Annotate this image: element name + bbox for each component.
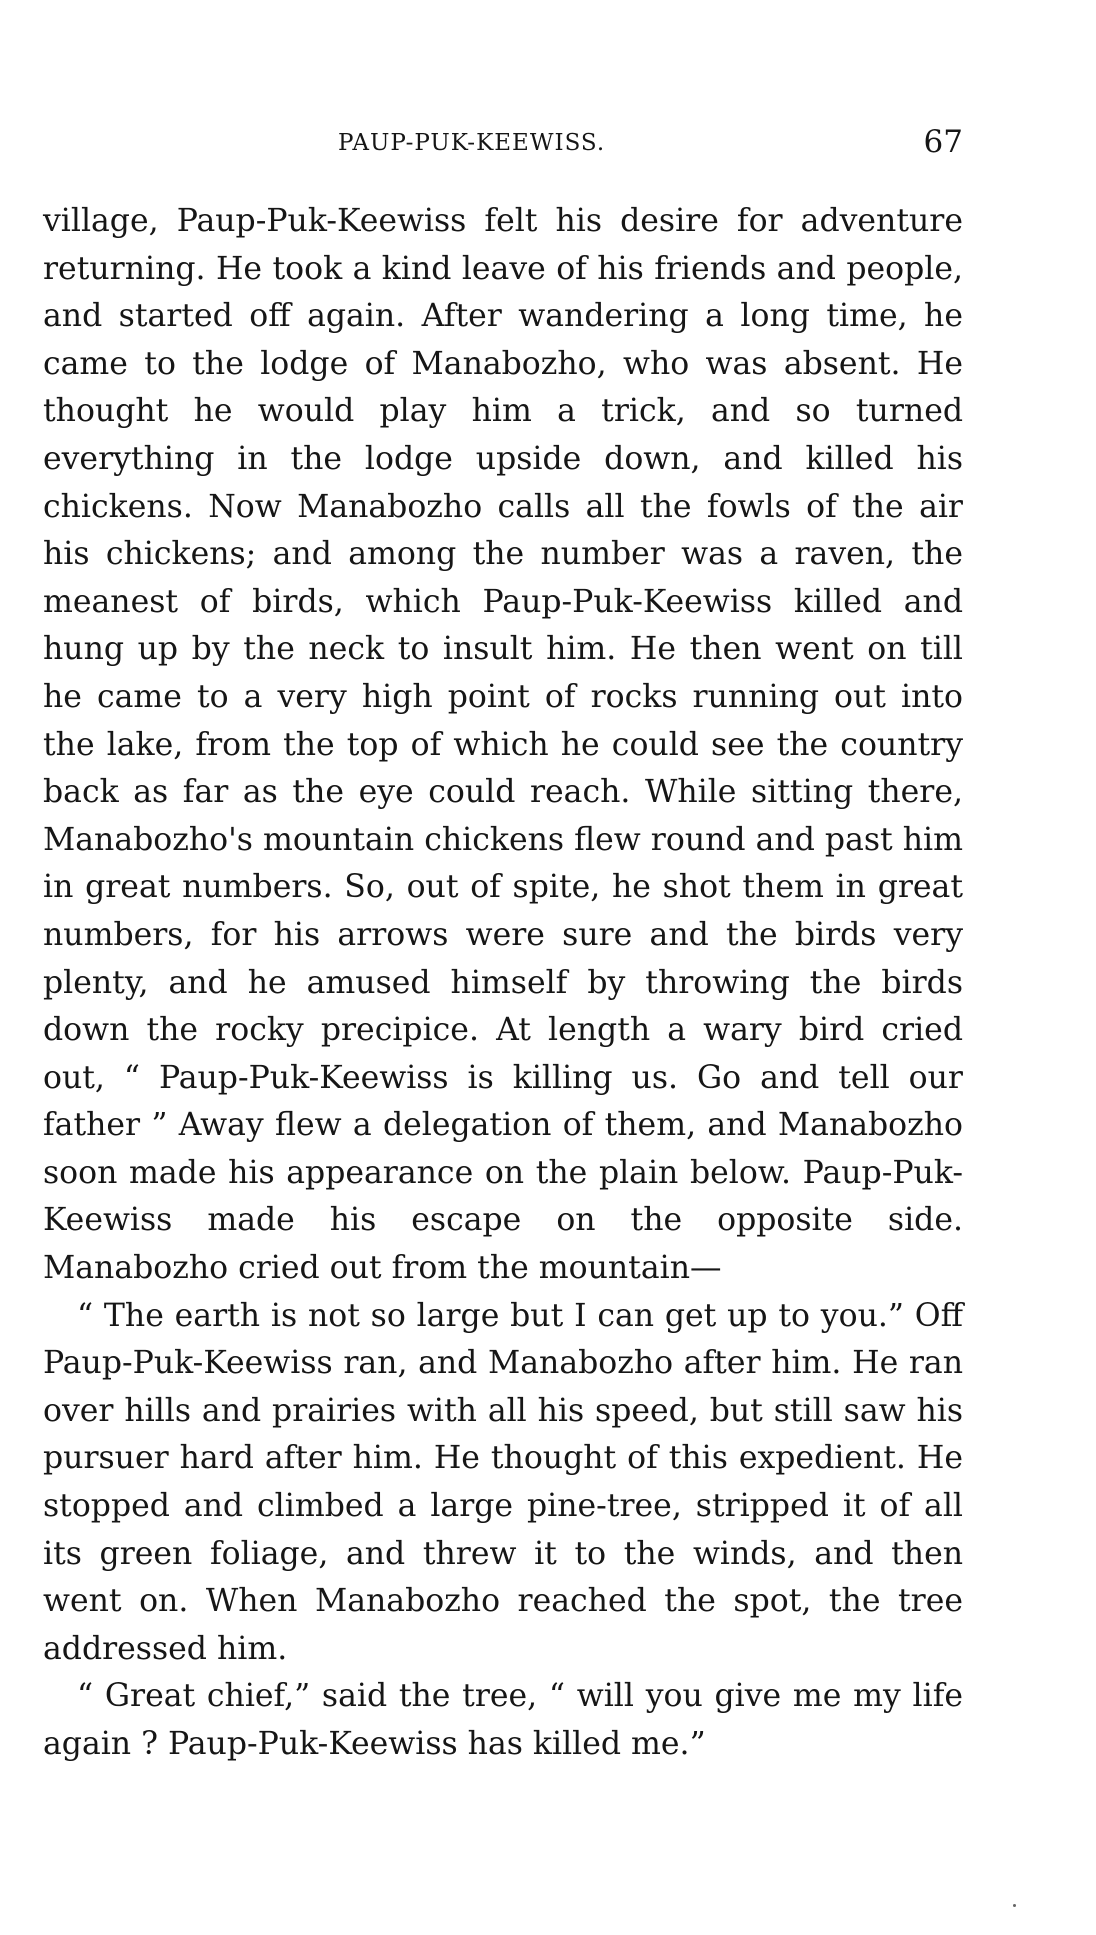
page-number: 67 [923,124,963,160]
page-header [43,124,963,164]
paragraph-3: “ Great chief,” said the tree, “ will you give me my life again ? Paup-Puk-Keewiss has killed me.” [43,1678,963,1762]
running-title: PAUP-PUK-KEEWISS. [338,130,606,156]
paragraph-1: village, Paup-Puk-Keewiss felt his desire for adventure returning. He took a kind leave of his friends and people, and started off again. After wandering a long time, he came to the lodge of Manabozho, who was absent. He thought he would play him a trick, and so turned everything in the lodge upside down, and killed his chickens. Now Manabozho calls all the fowls of the air his chickens; and among the number was a raven, the meanest of birds, which Paup-Puk-Keewiss killed and hung up by the neck to insult him. He then went on till he came to a very high point of rocks running out into the lake, from the top of which he could see the country back as far as the eye could reach. While sitting there, Manabozho's mountain chickens flew round and past him in great numbers. So, out of spite, he shot them in great numbers, for his arrows were sure and the birds very plenty, and he amused himself by throwing the birds down the rocky precipice. At length a wary bird cried out, “ Paup-Puk-Keewiss is killing us. Go and tell our father ” Away flew a delegation of them, and Manabozho soon made his appearance on the plain below. Paup-Puk-Keewiss made his escape on the opposite side. Manabozho cried out from the mountain— [43,203,963,1287]
paragraph-2: “ The earth is not so large but I can get up to you.” Off Paup-Puk-Keewiss ran, and Manabozho after him. He ran over hills and prairies with all his speed, but still saw his pursuer hard after him. He thought of this expedient. He stopped and climbed a large pine-tree, stripped it of all its green foliage, and threw it to the winds, and then went on. When Manabozho reached the spot, the tree addressed him. [43,1297,963,1667]
print-speck [1013,1904,1016,1907]
body-text [43,198,963,1769]
